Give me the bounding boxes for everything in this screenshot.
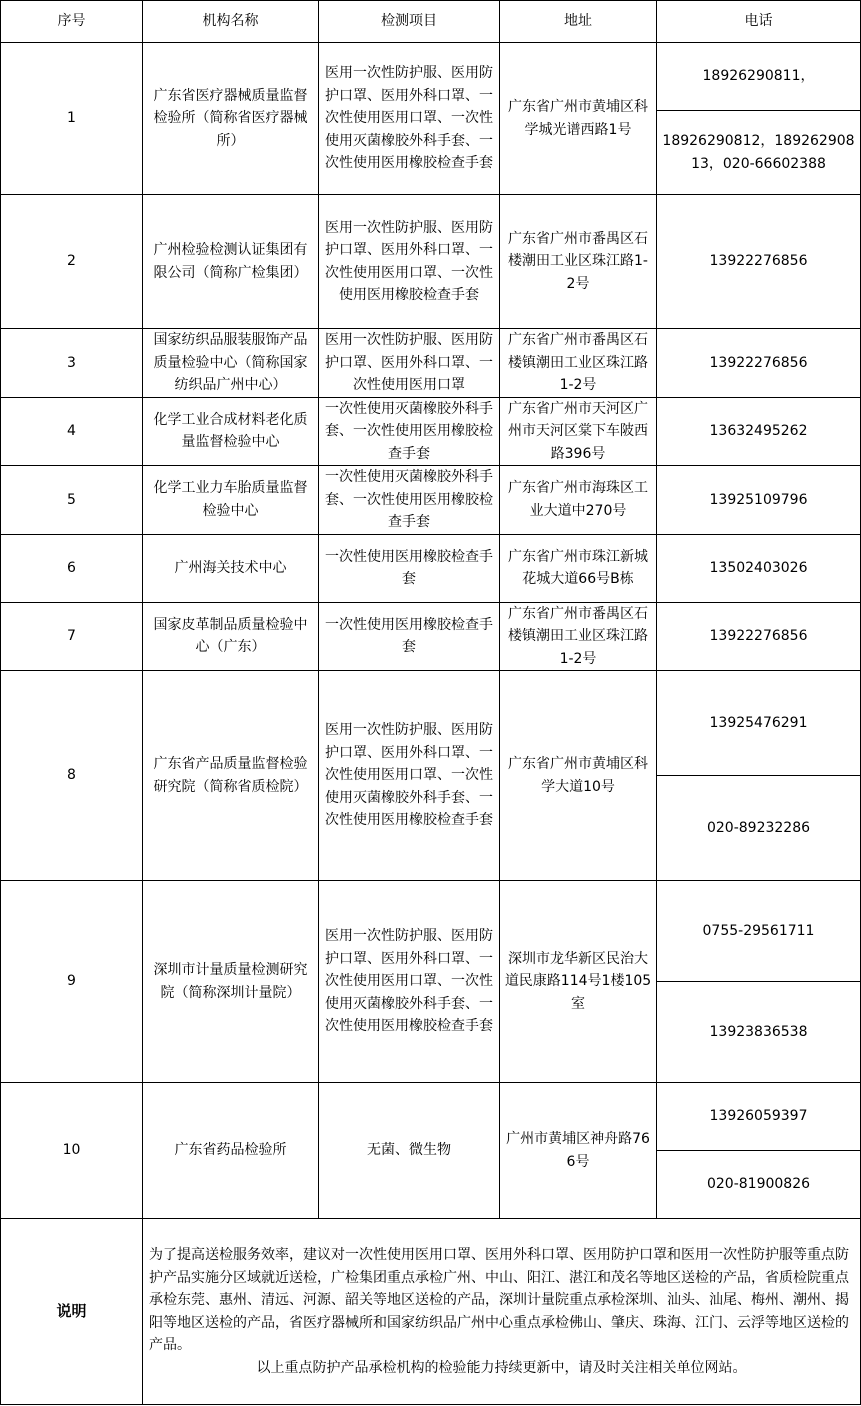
institution-name: 深圳市计量质量检测研究院（简称深圳计量院） <box>143 881 319 1083</box>
institution-address: 广东省广州市珠江新城花城大道66号B栋 <box>500 534 657 602</box>
row-no: 1 <box>1 43 143 195</box>
row-no: 5 <box>1 466 143 535</box>
inspection-items: 医用一次性防护服、医用防护口罩、医用外科口罩、一次性使用医用口罩、一次性使用灭菌橡胶外科手套、一次性使用医用橡胶检查手套 <box>319 881 500 1083</box>
phone-number: 13922276856 <box>657 602 861 671</box>
phone-number: 020-89232286 <box>657 776 861 881</box>
institution-address: 广东省广州市黄埔区科学大道10号 <box>500 671 657 881</box>
table-row <box>1 329 861 398</box>
institution-address: 广东省广州市黄埔区科学城光谱西路1号 <box>500 43 657 195</box>
header-items: 检测项目 <box>319 1 500 43</box>
institution-address: 广州市黄埔区神舟路766号 <box>500 1083 657 1219</box>
row-no: 6 <box>1 534 143 602</box>
row-no: 9 <box>1 881 143 1083</box>
row-no: 3 <box>1 329 143 398</box>
note-paragraph-2: 以上重点防护产品承检机构的检验能力持续更新中，请及时关注相关单位网站。 <box>256 1359 747 1376</box>
inspection-items: 医用一次性防护服、医用防护口罩、医用外科口罩、一次性使用医用口罩、一次性使用灭菌橡胶外科手套、一次性使用医用橡胶检查手套 <box>319 671 500 881</box>
phone-number: 13923836538 <box>657 982 861 1083</box>
header-phone: 电话 <box>657 1 861 43</box>
institution-address: 深圳市龙华新区民治大道民康路114号1楼105室 <box>500 881 657 1083</box>
table-row <box>1 671 861 776</box>
phone-number: 13925109796 <box>657 466 861 535</box>
phone-number: 18926290812，18926290813，020-66602388 <box>657 111 861 195</box>
inspection-items: 一次性使用灭菌橡胶外科手套、一次性使用医用橡胶检查手套 <box>319 466 500 535</box>
note-paragraph-1: 为了提高送检服务效率，建议对一次性使用医用口罩、医用外科口罩、医用防护口罩和医用一次性防护服等重点防护产品实施分区域就近送检，广检集团重点承检广州、中山、阳江、湛江和茂名等地区送检的产品，省质检院重点承检东莞、惠州、清远、河源、韶关等地区送检的产品，深圳计量院重点承检深圳、汕头、汕尾、梅州、潮州、揭阳等地区送检的产品，省医疗器械所和国家纺织品广州中心重点承检佛山、肇庆、珠海、江门、云浮等地区送检的产品。 <box>149 1247 849 1353</box>
row-no: 7 <box>1 602 143 671</box>
phone-number: 0755-29561711 <box>657 881 861 982</box>
institution-address: 广东省广州市番禺区石楼镇潮田工业区珠江路1-2号 <box>500 602 657 671</box>
note-text <box>143 1219 861 1405</box>
phone-number: 13632495262 <box>657 397 861 466</box>
inspection-items: 无菌、微生物 <box>319 1083 500 1219</box>
phone-number: 18926290811， <box>657 43 861 111</box>
row-no: 2 <box>1 195 143 329</box>
row-no: 4 <box>1 397 143 466</box>
institution-name: 化学工业力车胎质量监督检验中心 <box>143 466 319 535</box>
table-row <box>1 466 861 535</box>
phone-number: 13922276856 <box>657 195 861 329</box>
institution-name: 广州检验检测认证集团有限公司（简称广检集团） <box>143 195 319 329</box>
row-no: 8 <box>1 671 143 881</box>
phone-number: 13925476291 <box>657 671 861 776</box>
table-row <box>1 195 861 329</box>
table-row <box>1 397 861 466</box>
phone-number: 13926059397 <box>657 1083 861 1151</box>
header-name: 机构名称 <box>143 1 319 43</box>
note-row <box>1 1219 861 1405</box>
inspection-items: 一次性使用灭菌橡胶外科手套、一次性使用医用橡胶检查手套 <box>319 397 500 466</box>
row-no: 10 <box>1 1083 143 1219</box>
institution-address: 广东省广州市海珠区工业大道中270号 <box>500 466 657 535</box>
inspection-items: 医用一次性防护服、医用防护口罩、医用外科口罩、一次性使用医用口罩、一次性使用医用橡胶检查手套 <box>319 195 500 329</box>
header-row <box>1 1 861 43</box>
inspection-items: 一次性使用医用橡胶检查手套 <box>319 602 500 671</box>
phone-number: 13502403026 <box>657 534 861 602</box>
header-address: 地址 <box>500 1 657 43</box>
inspection-items: 医用一次性防护服、医用防护口罩、医用外科口罩、一次性使用医用口罩 <box>319 329 500 398</box>
institution-name: 国家纺织品服装服饰产品质量检验中心（简称国家纺织品广州中心） <box>143 329 319 398</box>
table-row <box>1 881 861 982</box>
table-row <box>1 602 861 671</box>
phone-number: 020-81900826 <box>657 1151 861 1219</box>
phone-number: 13922276856 <box>657 329 861 398</box>
inspection-items: 一次性使用医用橡胶检查手套 <box>319 534 500 602</box>
inspection-items: 医用一次性防护服、医用防护口罩、医用外科口罩、一次性使用医用口罩、一次性使用灭菌橡胶外科手套、一次性使用医用橡胶检查手套 <box>319 43 500 195</box>
institution-name: 广州海关技术中心 <box>143 534 319 602</box>
institution-address: 广东省广州市天河区广州市天河区棠下车陂西路396号 <box>500 397 657 466</box>
institution-name: 广东省药品检验所 <box>143 1083 319 1219</box>
table-row <box>1 534 861 602</box>
institution-name: 国家皮革制品质量检验中心（广东） <box>143 602 319 671</box>
institution-address: 广东省广州市番禺区石楼镇潮田工业区珠江路1-2号 <box>500 329 657 398</box>
note-label: 说明 <box>1 1219 143 1405</box>
table-row <box>1 43 861 111</box>
header-no: 序号 <box>1 1 143 43</box>
table-row <box>1 1083 861 1151</box>
institution-name: 广东省产品质量监督检验研究院（简称省质检院） <box>143 671 319 881</box>
institution-address: 广东省广州市番禺区石楼潮田工业区珠江路1-2号 <box>500 195 657 329</box>
institution-name: 广东省医疗器械质量监督检验所（简称省医疗器械所） <box>143 43 319 195</box>
institution-name: 化学工业合成材料老化质量监督检验中心 <box>143 397 319 466</box>
